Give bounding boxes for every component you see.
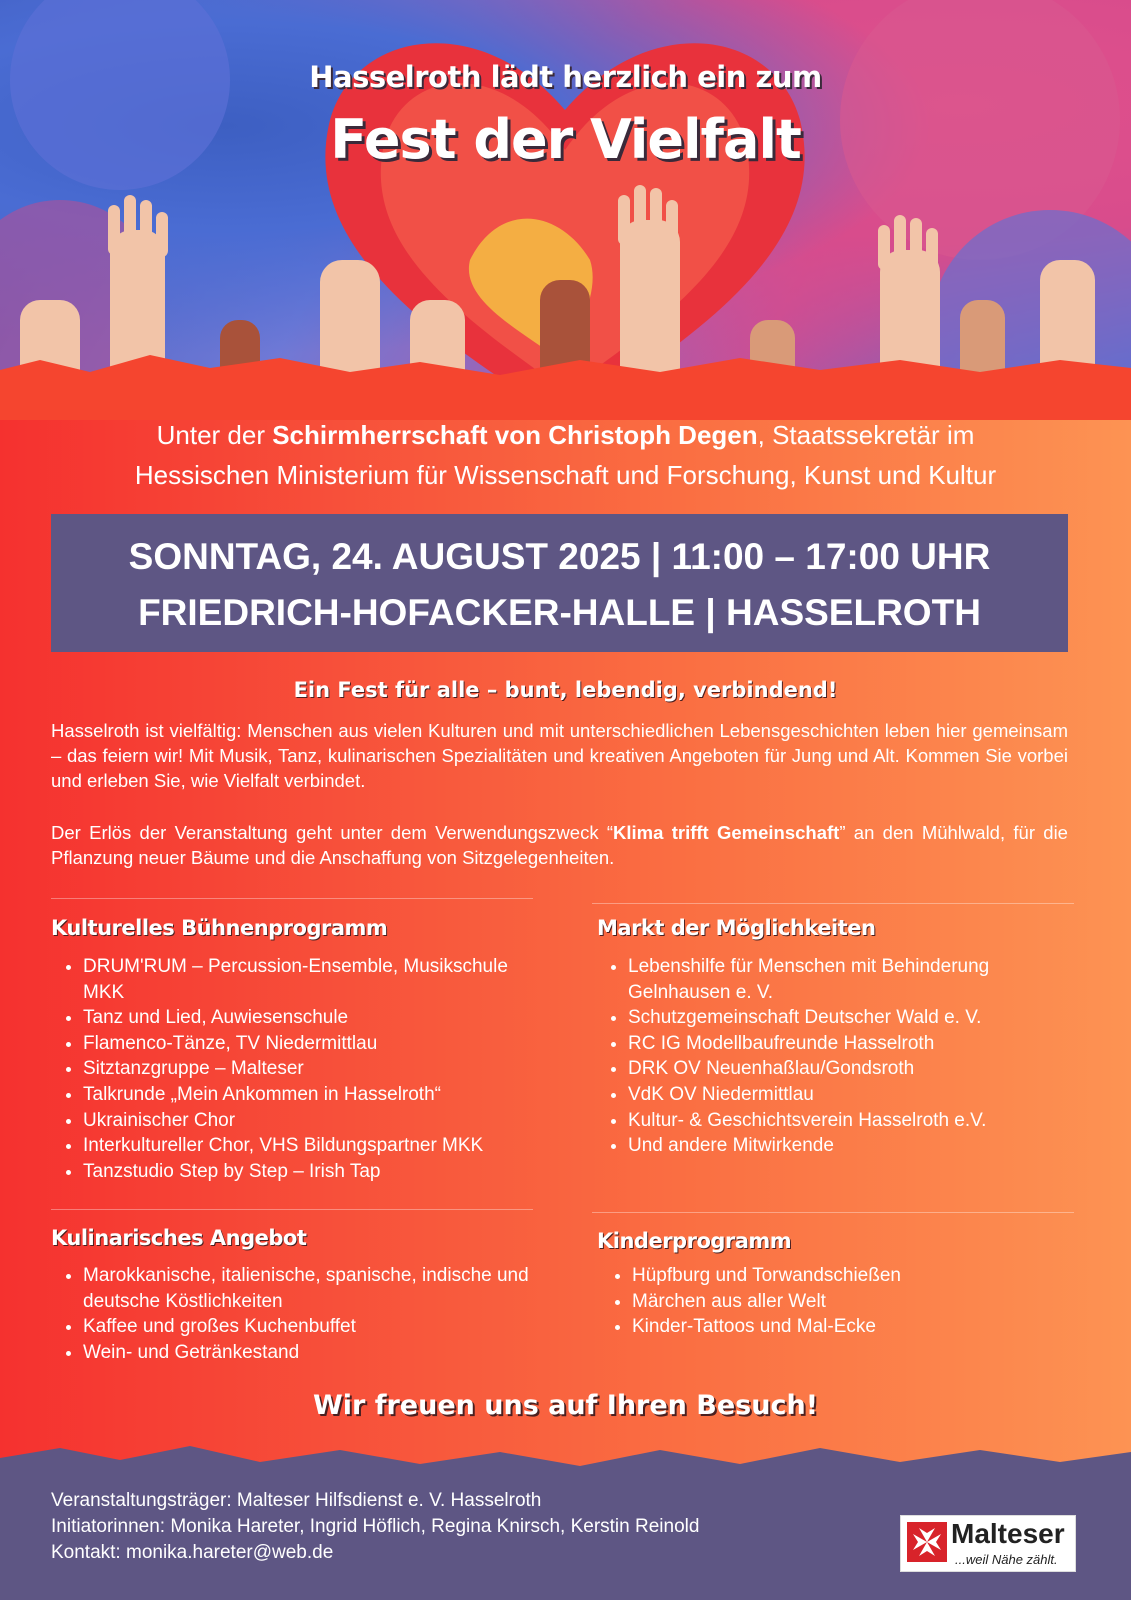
logo-tagline: ...weil Nähe zählt. (955, 1552, 1058, 1567)
header-subtitle: Hasselroth lädt herzlich ein zum (309, 60, 822, 94)
food-list (51, 1263, 553, 1365)
patronage-suffix: , Staatssekretär im (757, 420, 975, 450)
divider (51, 1209, 533, 1210)
kids-title: Kinderprogramm (597, 1229, 792, 1253)
list-item: • RC IG Modellbaufreunde Hasselroth (628, 1031, 1088, 1057)
list-item: • Talkrunde „Mein Ankommen in Hasselroth“ (83, 1082, 543, 1108)
list-item: • Märchen aus aller Welt (632, 1289, 1092, 1315)
divider (592, 1212, 1074, 1213)
list-item: • Wein- und Getränkestand (83, 1340, 553, 1366)
patronage-text (40, 415, 1091, 495)
list-item: • DRUM'RUM – Percussion-Ensemble, Musikschule MKK (83, 954, 543, 1005)
divider (51, 898, 533, 899)
maltese-cross-icon (907, 1522, 947, 1562)
proceeds-paragraph (51, 820, 1068, 870)
logo-name: Malteser (951, 1518, 1065, 1549)
list-item: • Interkultureller Chor, VHS Bildungspartner MKK (83, 1133, 543, 1159)
proceeds-prefix: Der Erlös der Veranstaltung geht unter dem Verwendungszweck “ (51, 822, 614, 843)
contact-line: Kontakt: monika.hareter@web.de (51, 1542, 334, 1563)
list-item: • Kultur- & Geschichtsverein Hasselroth e.V. (628, 1108, 1088, 1134)
footer-info (51, 1488, 699, 1566)
food-title: Kulinarisches Angebot (51, 1226, 307, 1250)
intro-paragraph: Hasselroth ist vielfältig: Menschen aus vielen Kulturen und mit unterschiedlichen Lebensgeschichten leben hier gemeinsam – das feiern wir! Mit Musik, Tanz, kulinarischen Spezialitäten und kreativen Angeboten für Jung und Alt. Kommen Sie vorbei und erleben Sie, wie Vielfalt verbindet. (51, 720, 1068, 791)
patronage-ministry: Hessischen Ministerium für Wissenschaft und Forschung, Kunst und Kultur (134, 460, 997, 490)
list-item: • Tanz und Lied, Auwiesenschule (83, 1005, 543, 1031)
header-title: Fest der Vielfalt (330, 108, 801, 171)
patronage-name: Schirmherrschaft von Christoph Degen (272, 420, 758, 450)
list-item: • Sitztanzgruppe – Malteser (83, 1056, 543, 1082)
initiators-line: Initiatorinnen: Monika Hareter, Ingrid Höflich, Regina Knirsch, Kerstin Reinold (51, 1516, 700, 1537)
list-item: • Kinder-Tattoos und Mal-Ecke (632, 1314, 1092, 1340)
proceeds-purpose: Klima trifft Gemeinschaft (613, 822, 840, 843)
list-item: • Lebenshilfe für Menschen mit Behinderung Gelnhausen e. V. (628, 954, 1088, 1005)
stage-program-title: Kulturelles Bühnenprogramm (51, 916, 388, 940)
event-info-box (51, 514, 1068, 652)
list-item: • DRK OV Neuenhaßlau/Gondsroth (628, 1056, 1088, 1082)
event-datetime: SONNTAG, 24. AUGUST 2025 | 11:00 – 17:00 UHR (128, 536, 991, 577)
list-item: • Marokkanische, italienische, spanische, indische und deutsche Köstlichkeiten (83, 1263, 553, 1314)
list-item: • Ukrainischer Chor (83, 1108, 543, 1134)
list-item: • Flamenco-Tänze, TV Niedermittlau (83, 1031, 543, 1057)
closing-line: Wir freuen uns auf Ihren Besuch! (312, 1390, 819, 1421)
kids-list (600, 1263, 1092, 1340)
market-title: Markt der Möglichkeiten (597, 916, 876, 940)
malteser-logo (900, 1515, 1076, 1572)
list-item: • Hüpfburg und Torwandschießen (632, 1263, 1092, 1289)
list-item: • Und andere Mitwirkende (628, 1133, 1088, 1159)
market-list (596, 954, 1088, 1159)
proceeds-suffix: ” an den Mühlwald, für die Pflanzung neuer Bäume und die Anschaffung von Sitzgelegenheiten. (51, 822, 1068, 868)
list-item: • Tanzstudio Step by Step – Irish Tap (83, 1159, 543, 1185)
slogan: Ein Fest für alle – bunt, lebendig, verbindend! (293, 678, 838, 702)
organizer-line: Veranstaltungsträger: Malteser Hilfsdienst e. V. Hasselroth (51, 1490, 542, 1511)
patronage-prefix: Unter der (156, 420, 273, 450)
list-item: • VdK OV Niedermittlau (628, 1082, 1088, 1108)
list-item: • Kaffee und großes Kuchenbuffet (83, 1314, 553, 1340)
hero-artwork (0, 0, 1131, 420)
event-location: FRIEDRICH-HOFACKER-HALLE | HASSELROTH (138, 592, 981, 633)
list-item: • Schutzgemeinschaft Deutscher Wald e. V. (628, 1005, 1088, 1031)
divider (592, 903, 1074, 904)
stage-program-list (51, 954, 543, 1184)
